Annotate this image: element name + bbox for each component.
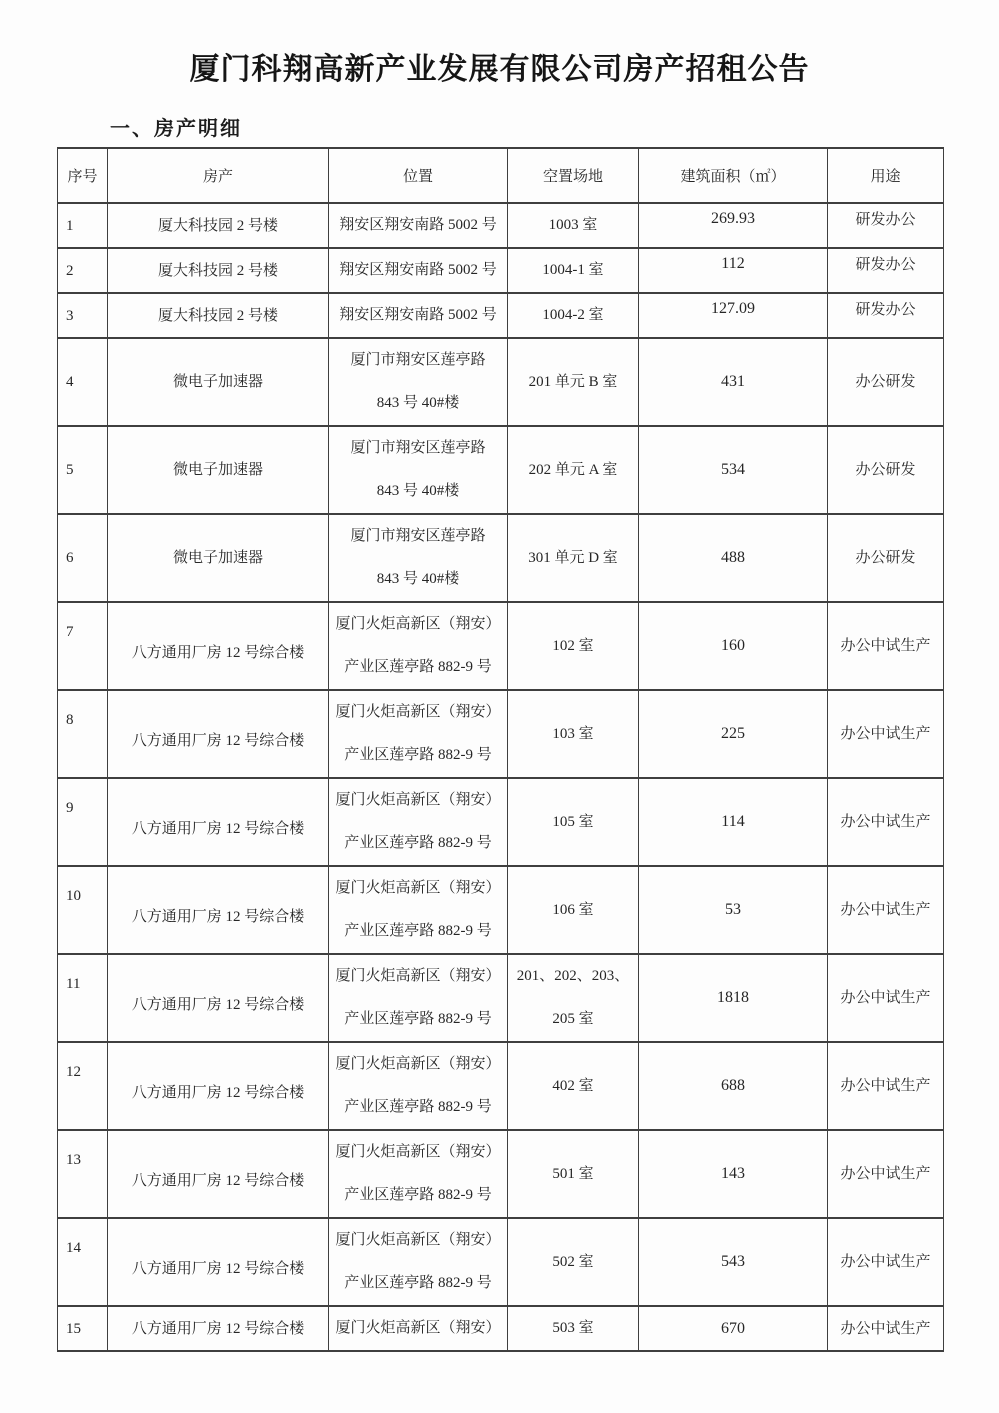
cell-area: [639, 1306, 828, 1351]
column-header-serial-no: 序号: [58, 148, 108, 203]
cell-usage-text: 办公研发: [855, 462, 916, 478]
cell-area-text: 431: [721, 373, 745, 390]
cell-property: [108, 1130, 329, 1218]
cell-space: [508, 426, 639, 514]
cell-property: [108, 426, 329, 514]
cell-area-text: 269.93: [711, 210, 755, 227]
table-row: [58, 602, 944, 690]
cell-area-text: 53: [725, 901, 741, 918]
cell-property: [108, 293, 329, 338]
cell-serial-no: [58, 426, 108, 514]
cell-location-text: 产业区莲亭路 882-9 号: [344, 659, 492, 675]
table-row: [58, 1218, 944, 1306]
cell-usage-text: 办公中试生产: [840, 1166, 931, 1182]
table-row: [58, 293, 944, 338]
cell-location-text: 翔安区翔安南路 5002 号: [339, 217, 497, 233]
cell-location-text: 厦门火炬高新区（翔安）: [335, 704, 501, 720]
cell-area: [639, 426, 828, 514]
cell-property: [108, 602, 329, 690]
table-row: [58, 338, 944, 426]
cell-location-text: 厦门火炬高新区（翔安）: [335, 616, 501, 632]
cell-usage: [828, 426, 944, 514]
cell-serial-no: [58, 1042, 108, 1130]
cell-space-text: 201 单元 B 室: [528, 373, 618, 390]
cell-usage-text: 研发办公: [855, 211, 916, 228]
cell-location: [329, 954, 508, 1042]
cell-space-text: 105 室: [552, 813, 594, 830]
cell-space: [508, 1130, 639, 1218]
cell-space-text: 102 室: [552, 637, 594, 654]
cell-usage-text: 办公中试生产: [840, 814, 931, 830]
cell-location-text: 厦门火炬高新区（翔安）: [335, 1232, 501, 1248]
cell-area-text: 160: [721, 637, 745, 654]
cell-area: [639, 248, 828, 293]
cell-space: [508, 778, 639, 866]
cell-serial-no-text: 11: [66, 976, 81, 992]
column-header-usage: 用途: [828, 148, 944, 203]
cell-usage-text: 办公研发: [855, 374, 916, 390]
table-row: [58, 1306, 944, 1351]
cell-property: [108, 1306, 329, 1351]
cell-property-text: 微电子加速器: [172, 374, 263, 390]
cell-area-text: 488: [721, 549, 745, 566]
cell-space-text: 501 室: [552, 1165, 594, 1182]
cell-property: [108, 338, 329, 426]
cell-location: [329, 426, 508, 514]
column-header-property: 房产: [108, 148, 329, 203]
table-row: [58, 866, 944, 954]
cell-serial-no-text: 6: [66, 550, 74, 566]
cell-location: [329, 602, 508, 690]
cell-usage-text: 办公研发: [855, 550, 916, 566]
cell-serial-no: [58, 514, 108, 602]
cell-property-text: 微电子加速器: [172, 462, 263, 478]
cell-location-text: 843 号 40#楼: [376, 571, 460, 587]
cell-space: [508, 203, 639, 248]
cell-location: [329, 293, 508, 338]
cell-location-text: 产业区莲亭路 882-9 号: [344, 747, 492, 763]
table-row: [58, 248, 944, 293]
cell-serial-no: [58, 690, 108, 778]
cell-location: [329, 690, 508, 778]
property-table: [57, 147, 944, 1352]
cell-usage-text: 研发办公: [855, 301, 916, 318]
cell-property-text: 八方通用厂房 12 号综合楼: [131, 733, 305, 749]
cell-property-text: 八方通用厂房 12 号综合楼: [131, 1085, 305, 1101]
cell-area: [639, 293, 828, 338]
cell-serial-no: [58, 778, 108, 866]
cell-usage: [828, 293, 944, 338]
cell-space-text: 202 单元 A 室: [528, 461, 618, 478]
cell-property: [108, 1218, 329, 1306]
cell-area-text: 688: [721, 1077, 745, 1094]
cell-property-text: 厦大科技园 2 号楼: [157, 307, 278, 324]
cell-usage-text: 办公中试生产: [840, 1320, 931, 1337]
cell-serial-no-text: 5: [66, 462, 74, 478]
cell-area: [639, 778, 828, 866]
cell-usage: [828, 690, 944, 778]
cell-space-text: 103 室: [552, 725, 594, 742]
cell-property-text: 微电子加速器: [172, 550, 263, 566]
cell-space-text: 1004-2 室: [542, 307, 604, 323]
cell-serial-no: [58, 1130, 108, 1218]
cell-property: [108, 778, 329, 866]
cell-serial-no: [58, 203, 108, 248]
cell-location-text: 843 号 40#楼: [376, 395, 460, 411]
cell-location: [329, 1042, 508, 1130]
cell-location: [329, 248, 508, 293]
cell-serial-no-text: 7: [66, 624, 74, 640]
cell-area: [639, 1042, 828, 1130]
cell-serial-no-text: 2: [66, 262, 74, 279]
cell-space-text: 503 室: [552, 1320, 594, 1336]
cell-serial-no-text: 13: [66, 1152, 81, 1168]
cell-usage-text: 办公中试生产: [840, 726, 931, 742]
table-header-row: [58, 148, 944, 203]
cell-area-text: 143: [721, 1165, 745, 1182]
cell-serial-no: [58, 338, 108, 426]
cell-area-text: 225: [721, 725, 745, 742]
cell-property: [108, 866, 329, 954]
table-row: [58, 1130, 944, 1218]
cell-serial-no-text: 3: [66, 307, 74, 324]
cell-area: [639, 954, 828, 1042]
cell-space-text: 1004-1 室: [542, 262, 604, 278]
cell-space-text: 1003 室: [548, 217, 598, 233]
cell-space: [508, 514, 639, 602]
cell-usage: [828, 866, 944, 954]
cell-serial-no: [58, 602, 108, 690]
cell-location: [329, 338, 508, 426]
cell-usage: [828, 1042, 944, 1130]
cell-location-text: 产业区莲亭路 882-9 号: [344, 1011, 492, 1027]
cell-location: [329, 1218, 508, 1306]
cell-usage-text: 办公中试生产: [840, 902, 931, 918]
column-header-area: 建筑面积（㎡）: [639, 148, 828, 203]
cell-area: [639, 1130, 828, 1218]
cell-location: [329, 514, 508, 602]
cell-usage-text: 办公中试生产: [840, 638, 931, 654]
cell-location-text: 产业区莲亭路 882-9 号: [344, 1187, 492, 1203]
cell-area-text: 534: [721, 461, 745, 478]
cell-property-text: 八方通用厂房 12 号综合楼: [131, 821, 305, 837]
cell-usage: [828, 1218, 944, 1306]
cell-usage: [828, 514, 944, 602]
cell-serial-no: [58, 248, 108, 293]
cell-area: [639, 338, 828, 426]
cell-location-text: 厦门市翔安区莲亭路: [350, 528, 486, 544]
cell-space-text: 205 室: [552, 1011, 594, 1027]
table-row: [58, 426, 944, 514]
cell-property-text: 八方通用厂房 12 号综合楼: [131, 1173, 305, 1189]
cell-space: [508, 602, 639, 690]
cell-space: [508, 293, 639, 338]
cell-space: [508, 866, 639, 954]
cell-location-text: 厦门火炬高新区（翔安）: [335, 968, 501, 984]
cell-area-text: 1818: [717, 989, 749, 1006]
cell-usage: [828, 778, 944, 866]
cell-serial-no: [58, 954, 108, 1042]
cell-usage: [828, 1130, 944, 1218]
cell-location-text: 厦门火炬高新区（翔安）: [335, 1056, 501, 1072]
cell-space: [508, 338, 639, 426]
cell-usage: [828, 203, 944, 248]
cell-area-text: 114: [721, 813, 745, 830]
cell-space: [508, 1306, 639, 1351]
cell-property-text: 八方通用厂房 12 号综合楼: [131, 997, 305, 1013]
cell-usage-text: 研发办公: [855, 256, 916, 273]
cell-location-text: 厦门火炬高新区（翔安）: [335, 1320, 501, 1336]
cell-area: [639, 514, 828, 602]
cell-area-text: 127.09: [711, 300, 755, 317]
cell-location-text: 厦门火炬高新区（翔安）: [335, 792, 501, 808]
cell-location-text: 产业区莲亭路 882-9 号: [344, 835, 492, 851]
cell-usage-text: 办公中试生产: [840, 990, 931, 1006]
cell-space-text: 106 室: [552, 901, 594, 918]
cell-area-text: 543: [721, 1253, 745, 1270]
cell-location: [329, 778, 508, 866]
cell-space: [508, 1042, 639, 1130]
table-row: [58, 690, 944, 778]
cell-property: [108, 954, 329, 1042]
cell-property-text: 八方通用厂房 12 号综合楼: [131, 645, 305, 661]
cell-space: [508, 248, 639, 293]
table-row: [58, 1042, 944, 1130]
cell-serial-no-text: 12: [66, 1064, 81, 1080]
section-heading: 一、房产明细: [110, 118, 242, 140]
cell-serial-no-text: 15: [66, 1320, 81, 1337]
cell-usage: [828, 954, 944, 1042]
cell-property: [108, 248, 329, 293]
cell-location-text: 翔安区翔安南路 5002 号: [339, 307, 497, 323]
cell-location-text: 厦门市翔安区莲亭路: [350, 440, 486, 456]
cell-serial-no: [58, 1306, 108, 1351]
cell-space: [508, 690, 639, 778]
cell-serial-no: [58, 1218, 108, 1306]
cell-property: [108, 690, 329, 778]
cell-serial-no: [58, 866, 108, 954]
cell-area: [639, 602, 828, 690]
cell-location-text: 翔安区翔安南路 5002 号: [339, 262, 497, 278]
cell-usage: [828, 248, 944, 293]
cell-area: [639, 203, 828, 248]
cell-property-text: 八方通用厂房 12 号综合楼: [131, 909, 305, 925]
cell-location-text: 厦门市翔安区莲亭路: [350, 352, 486, 368]
page-title: 厦门科翔高新产业发展有限公司房产招租公告: [189, 53, 810, 86]
cell-location-text: 843 号 40#楼: [376, 483, 460, 499]
cell-property: [108, 1042, 329, 1130]
cell-location: [329, 866, 508, 954]
cell-usage: [828, 602, 944, 690]
column-header-space: 空置场地: [508, 148, 639, 203]
cell-property-text: 八方通用厂房 12 号综合楼: [131, 1320, 305, 1337]
cell-space: [508, 1218, 639, 1306]
cell-property: [108, 203, 329, 248]
cell-property-text: 厦大科技园 2 号楼: [157, 262, 278, 279]
table-row: [58, 954, 944, 1042]
cell-serial-no-text: 10: [66, 888, 81, 904]
cell-location: [329, 1130, 508, 1218]
cell-area-text: 112: [721, 255, 745, 272]
table-row: [58, 778, 944, 866]
cell-space-text: 502 室: [552, 1253, 594, 1270]
cell-property-text: 八方通用厂房 12 号综合楼: [131, 1261, 305, 1277]
cell-location-text: 产业区莲亭路 882-9 号: [344, 923, 492, 939]
cell-serial-no-text: 14: [66, 1240, 81, 1256]
cell-space-text: 402 室: [552, 1077, 594, 1094]
cell-serial-no-text: 8: [66, 712, 74, 728]
cell-serial-no: [58, 293, 108, 338]
cell-area: [639, 690, 828, 778]
cell-area: [639, 1218, 828, 1306]
cell-space: [508, 954, 639, 1042]
cell-serial-no-text: 9: [66, 800, 74, 816]
cell-location-text: 厦门火炬高新区（翔安）: [335, 880, 501, 896]
table-row: [58, 203, 944, 248]
cell-usage-text: 办公中试生产: [840, 1078, 931, 1094]
cell-space-text: 201、202、203、: [516, 968, 630, 984]
cell-location: [329, 203, 508, 248]
cell-usage: [828, 338, 944, 426]
cell-location: [329, 1306, 508, 1351]
cell-usage: [828, 1306, 944, 1351]
cell-area-text: 670: [721, 1319, 745, 1337]
cell-property-text: 厦大科技园 2 号楼: [157, 217, 278, 234]
cell-serial-no-text: 4: [66, 374, 74, 390]
cell-location-text: 产业区莲亭路 882-9 号: [344, 1099, 492, 1115]
cell-property: [108, 514, 329, 602]
cell-serial-no-text: 1: [66, 217, 74, 234]
cell-location-text: 厦门火炬高新区（翔安）: [335, 1144, 501, 1160]
cell-usage-text: 办公中试生产: [840, 1254, 931, 1270]
column-header-location: 位置: [329, 148, 508, 203]
table-row: [58, 514, 944, 602]
cell-area: [639, 866, 828, 954]
cell-space-text: 301 单元 D 室: [528, 549, 618, 566]
cell-location-text: 产业区莲亭路 882-9 号: [344, 1275, 492, 1291]
